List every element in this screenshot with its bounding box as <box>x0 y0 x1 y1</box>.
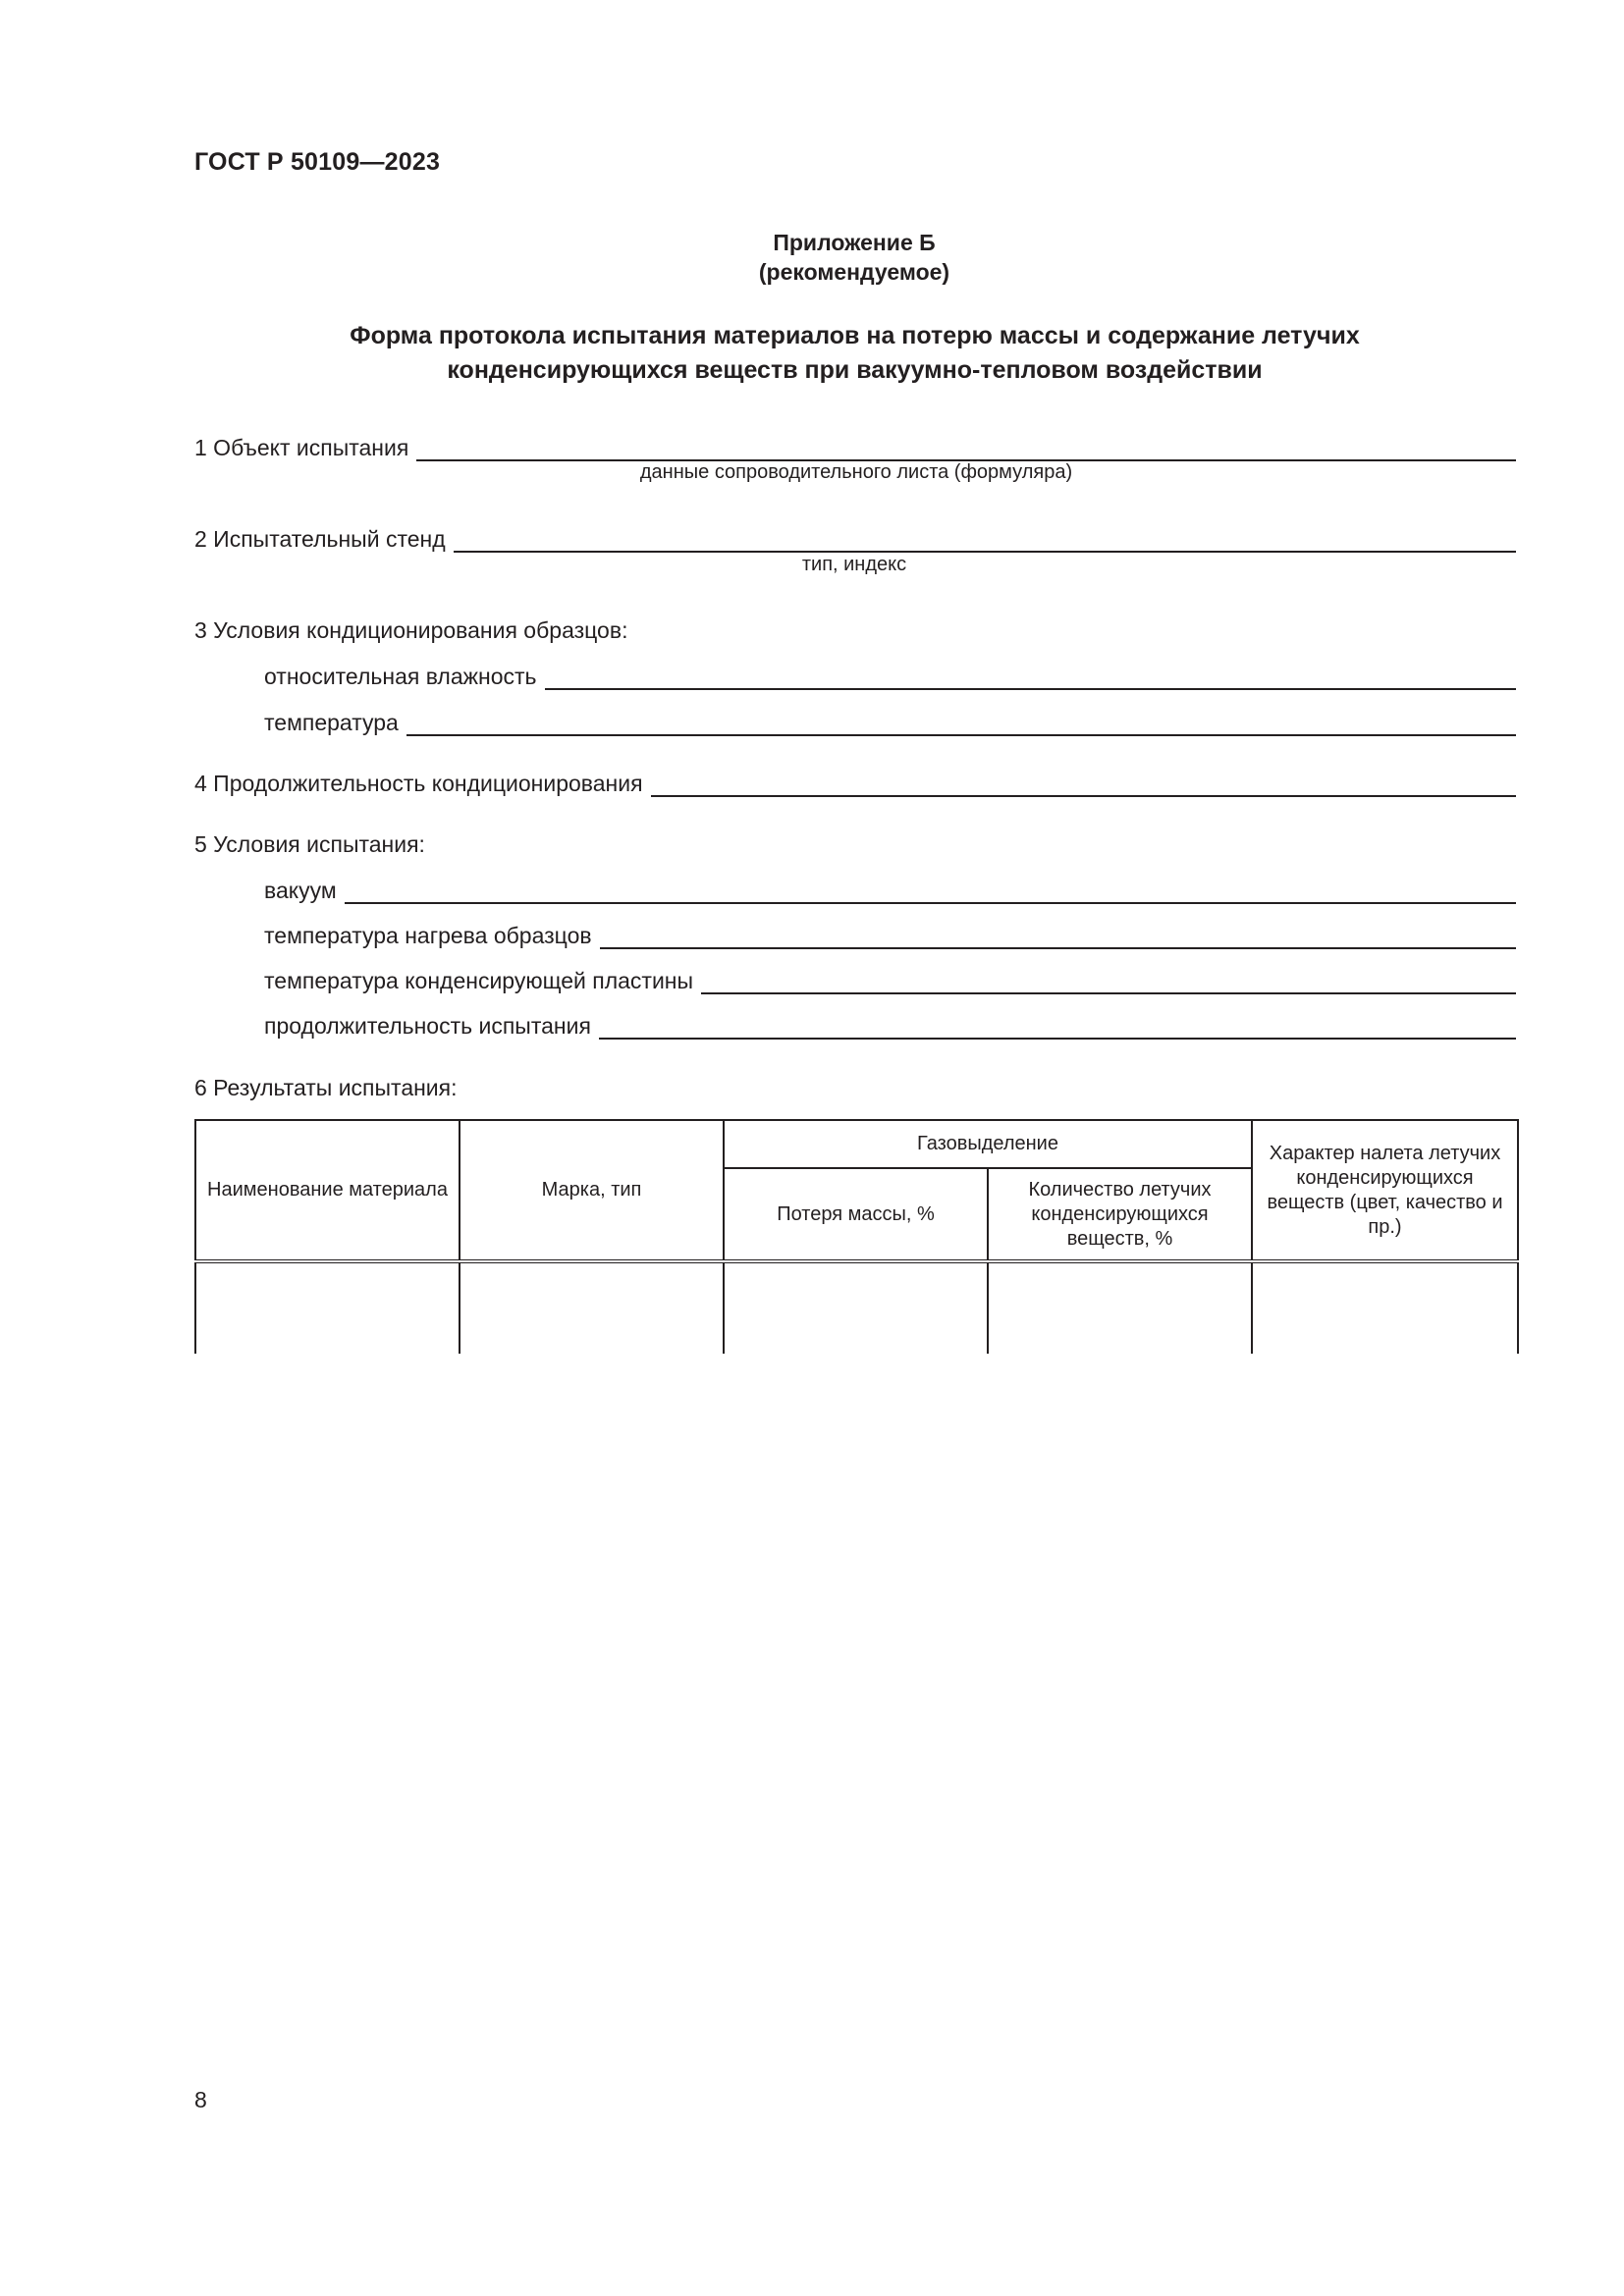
field-test-object-caption: данные сопроводительного листа (формуляра) <box>639 461 1073 483</box>
document-title-line-2: конденсирующихся веществ при вакуумно-тепловом воздействии <box>447 356 1263 384</box>
field-temperature-label: температура <box>264 710 399 735</box>
field-heating-temperature-line[interactable] <box>600 928 1516 949</box>
column-gas-release-header: Газовыделение <box>724 1120 1252 1168</box>
field-plate-temperature-line[interactable] <box>701 973 1516 994</box>
table-cell-material[interactable] <box>195 1261 460 1354</box>
field-plate-temperature <box>264 967 1516 994</box>
field-humidity-label: относительная влажность <box>264 664 537 689</box>
field-test-stand <box>194 525 1516 553</box>
table-row <box>195 1261 1518 1354</box>
field-test-duration <box>264 1012 1516 1040</box>
page-number: 8 <box>194 2087 207 2112</box>
column-brand-header: Марка, тип <box>460 1120 724 1261</box>
field-test-object-line[interactable] <box>416 440 1516 461</box>
document-code: ГОСТ Р 50109—2023 <box>194 148 441 176</box>
field-humidity-line[interactable] <box>545 668 1516 690</box>
field-temperature <box>264 709 1516 736</box>
field-heating-temperature <box>264 922 1516 949</box>
field-test-object-label: 1 Объект испытания <box>194 435 409 460</box>
field-test-stand-caption: тип, индекс <box>801 554 907 575</box>
field-test-duration-line[interactable] <box>599 1018 1516 1040</box>
field-vacuum-line[interactable] <box>345 882 1516 904</box>
field-heating-temperature-label: температура нагрева образцов <box>264 923 592 948</box>
field-test-stand-label: 2 Испытательный стенд <box>194 526 446 552</box>
field-vacuum <box>264 877 1516 904</box>
table-cell-volatile[interactable] <box>988 1261 1252 1354</box>
field-test-stand-line[interactable] <box>454 531 1516 553</box>
results-heading: 6 Результаты испытания: <box>194 1075 458 1100</box>
document-title-line-1: Форма протокола испытания материалов на потерю массы и содержание летучих <box>350 322 1360 349</box>
field-conditioning-duration-line[interactable] <box>651 775 1516 797</box>
field-plate-temperature-label: температура конденсирующей пластины <box>264 968 694 993</box>
field-vacuum-label: вакуум <box>264 878 337 903</box>
appendix-title: Приложение Б <box>773 230 936 255</box>
table-cell-character[interactable] <box>1252 1261 1518 1354</box>
field-test-duration-label: продолжительность испытания <box>264 1013 591 1039</box>
test-conditions-heading: 5 Условия испытания: <box>194 831 425 857</box>
field-test-object <box>194 434 1516 461</box>
column-volatile-header: Количество летучих конденсирующихся веществ, % <box>988 1168 1252 1261</box>
document-title <box>194 319 1515 388</box>
column-material-header: Наименование материала <box>195 1120 460 1261</box>
field-temperature-line[interactable] <box>406 715 1516 736</box>
field-conditioning-duration-label: 4 Продолжительность кондиционирования <box>194 771 643 796</box>
table-cell-mass-loss[interactable] <box>724 1261 988 1354</box>
appendix-status: (рекомендуемое) <box>758 259 950 285</box>
column-character-header: Характер налета летучих конденсирующихся веществ (цвет, качество и пр.) <box>1252 1120 1518 1261</box>
field-conditioning-duration <box>194 770 1516 797</box>
column-mass-loss-header: Потеря массы, % <box>724 1168 988 1261</box>
table-cell-brand[interactable] <box>460 1261 724 1354</box>
field-humidity <box>264 663 1516 690</box>
results-table <box>194 1119 1519 1354</box>
conditioning-heading: 3 Условия кондиционирования образцов: <box>194 617 628 643</box>
